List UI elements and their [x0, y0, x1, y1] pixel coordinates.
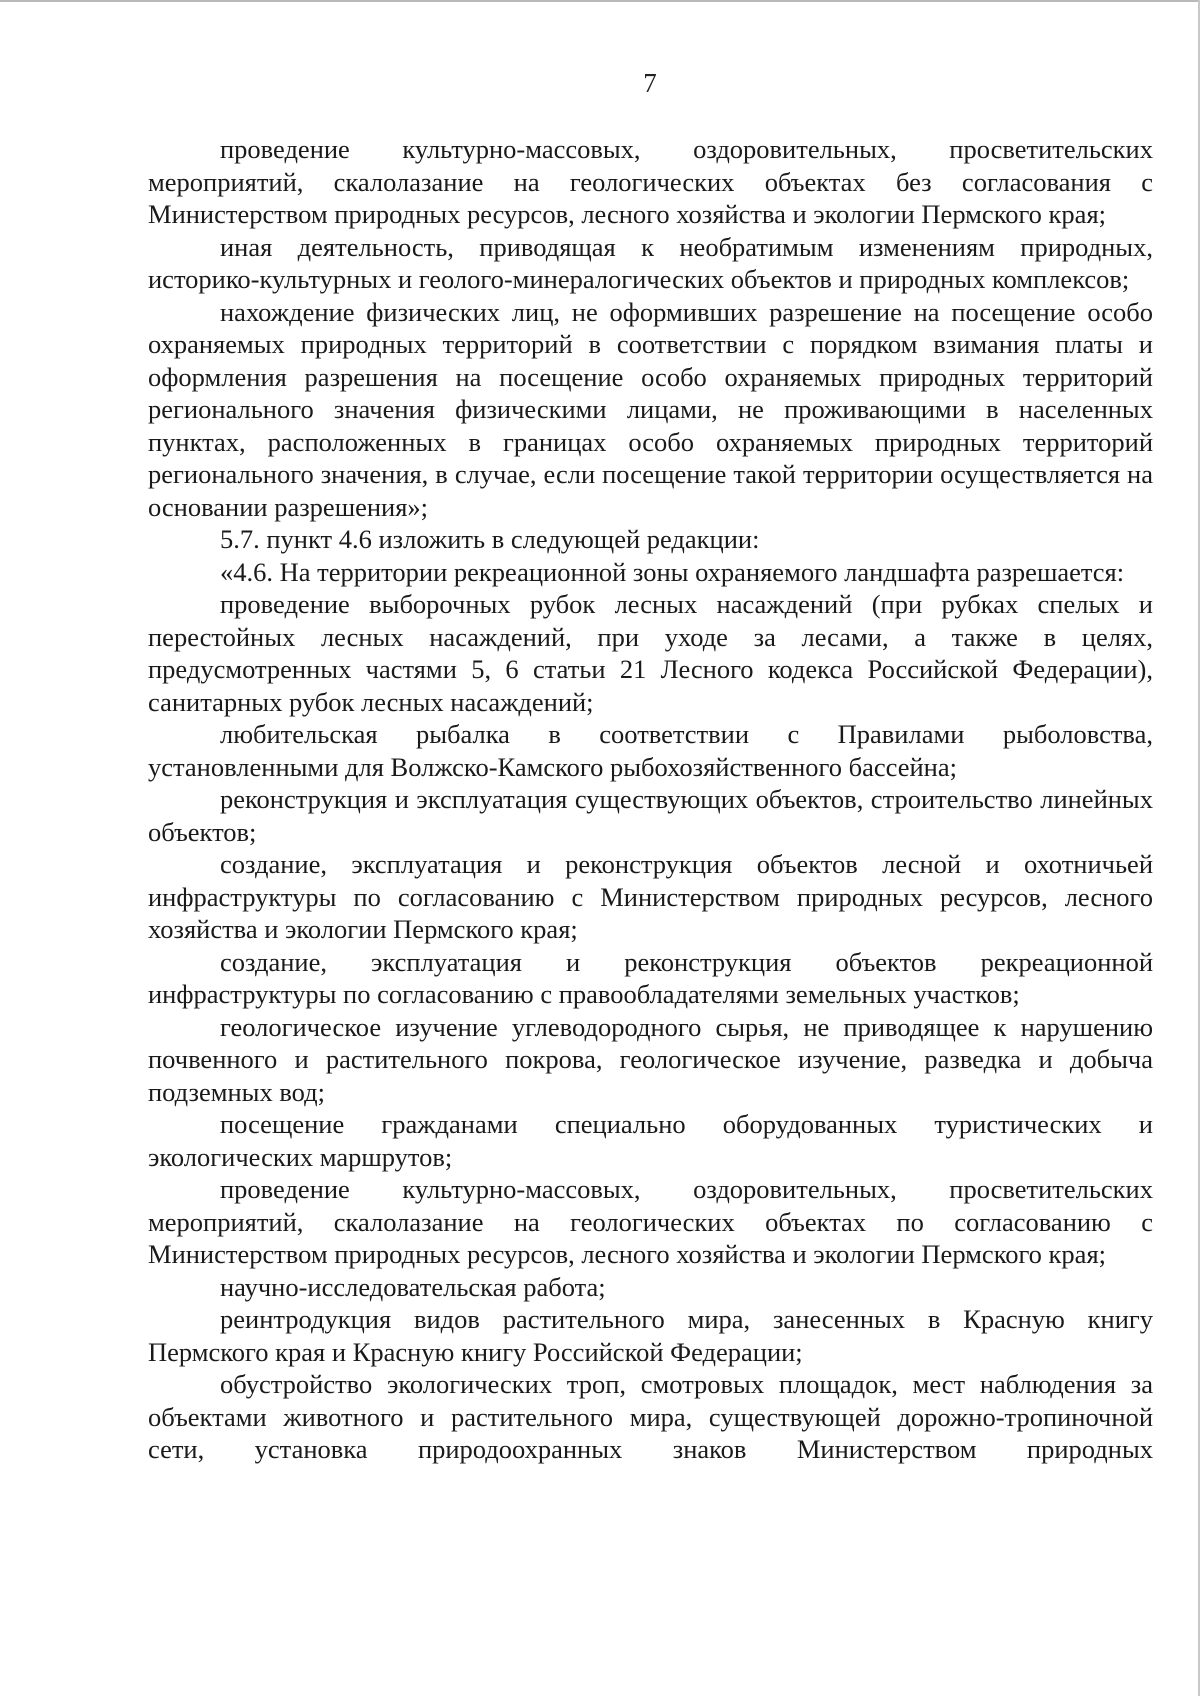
paragraph-clause-5-7: 5.7. пункт 4.6 изложить в следующей редакции: [220, 524, 760, 554]
paragraph-ecological-trails: обустройство экологических троп, смотровых площадок, мест наблюдения за объектами животного и растительного мира, существующей дорожно-тропиночной сети, установка природоохранных знаков Министерством природных [148, 1369, 1153, 1464]
scan-top-edge [0, 0, 1200, 2]
paragraph-selective-felling: проведение выборочных рубок лесных насаждений (при рубках спелых и перестойных лесных насаждений, при уходе за лесами, а также в целях, предусмотренных частями 5, 6 статьи 21 Лесного кодекса Российской Федерации), санитарных рубок лесных насаждений; [148, 589, 1153, 717]
paragraph-tourist-routes: посещение гражданами специально оборудованных туристических и экологических маршрутов; [148, 1109, 1153, 1172]
paragraph-geological-study: геологическое изучение углеводородного сырья, не приводящее к нарушению почвенного и растительного покрова, геологическое изучение, разведка и добыча подземных вод; [148, 1011, 1153, 1107]
paragraph-forest-hunting-infrastructure: создание, эксплуатация и реконструкция объектов лесной и охотничьей инфраструктуры по согласованию с Министерством природных ресурсов, лесного хозяйства и экологии Пермского края; [148, 849, 1153, 944]
document-body [148, 133, 1153, 1466]
paragraph-reintroduction: реинтродукция видов растительного мира, занесенных в Красную книгу Пермского края и Красную книгу Российской Федерации; [148, 1304, 1153, 1367]
paragraph-visitor-permit: нахождение физических лиц, не оформивших разрешение на посещение особо охраняемых природных территорий в соответствии с порядком взимания платы и оформления разрешения на посещение особо охраняемых природных территорий регионального значения физическими лицами, не проживающими в населенных пунктах, расположенных в границах особо охраняемых природных территорий регионального значения, в случае, если посещение такой территории осуществляется на основании разрешения»; [148, 296, 1153, 522]
paragraph-clause-4-6: «4.6. На территории рекреационной зоны охраняемого ландшафта разрешается: [220, 556, 1125, 587]
paragraph-research-work: научно-исследовательская работа; [220, 1271, 606, 1302]
paragraph-reconstruction-existing-objects: реконструкция и эксплуатация существующих объектов, строительство линейных объектов; [148, 784, 1153, 847]
paragraph-amateur-fishing: любительская рыбалка в соответствии с Правилами рыболовства, установленными для Волжско-Камского рыбохозяйственного бассейна; [148, 719, 1153, 782]
paragraph-cultural-events-without-approval: проведение культурно-массовых, оздоровительных, просветительских мероприятий, скалолазание на геологических объектах без согласования с Министерством природных ресурсов, лесного хозяйства и экологии Пермского края; [148, 134, 1153, 229]
page-number: 7 [643, 68, 657, 98]
paragraph-cultural-events-with-approval: проведение культурно-массовых, оздоровительных, просветительских мероприятий, скалолазание на геологических объектах по согласованию с Министерством природных ресурсов, лесного хозяйства и экологии Пермского края; [148, 1174, 1153, 1269]
paragraph-recreational-infrastructure: создание, эксплуатация и реконструкция объектов рекреационной инфраструктуры по согласованию с правообладателями земельных участков; [148, 946, 1153, 1009]
paragraph-irreversible-changes: иная деятельность, приводящая к необратимым изменениям природных, историко-культурных и геолого-минералогических объектов и природных комплексов; [148, 231, 1153, 294]
